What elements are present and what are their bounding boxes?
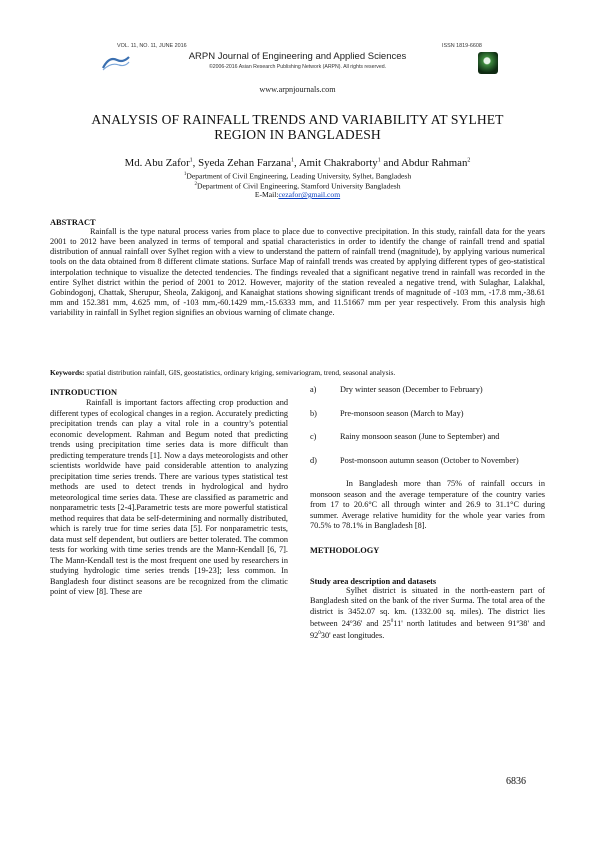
study-area-subheading: Study area description and datasets <box>310 576 437 586</box>
abstract-text: Rainfall is the type natural process varies from place to place due to convective precipitation. In this study, rainfall data for the years 2001 to 2012 have been analyzed in terms of temporal and spatial characteristics in order to identify the change of rainfall trend and spatial distribution of annual rainfall over Sylhet region with a view to understand the pattern of rainfall trend (magnitude), by applying various numerical tools on the data obtained from 8 different climate stations. Surface Map of rainfall trends was created by applying different types of geo-statistical interpolation technique to visualize the detected tendencies. The findings revealed that a significant negative trend in rainfall was recorded in the entire Sylhet district within the period of 2001 to 2012. However, majority of the station revealed a negative trend, with Sulaghar, Lalakhal, Gobindogonj, Chattak, Sherupur, Sheola, Zakigonj, and Kanaighat stations showing significant trends of magnitude of -103 mm, -17.8 mm,-38.61 mm and 152.381 mm, 4.625 mm, of -103 mm,-60.1429 mm,-15.6333 mm, and 11.51667 mm per year respectively. From this analysis high variability in rainfall in Sylhet region signifies an obvious warning of climate change. <box>50 227 545 318</box>
season-label: b) <box>310 408 317 418</box>
climate-paragraph: In Bangladesh more than 75% of rainfall occurs in monsoon season and the average temperature of the country varies from 17 to 20.6°C all through winter and 26.9 to 31.1°C during summer. Average relative humidity for the whole year varies from 70.5% to 78.1% in Bangladesh [8]. <box>310 479 545 530</box>
season-text: Dry winter season (December to February) <box>340 385 483 394</box>
season-text: Post-monsoon autumn season (October to November) <box>340 455 519 465</box>
keywords-label: Keywords: <box>50 368 85 377</box>
season-label: a) <box>310 385 317 394</box>
journal-website[interactable]: www.arpnjournals.com <box>259 85 336 94</box>
affiliation-text: Department of Civil Engineering, Leading University, Sylhet, Bangladesh <box>186 171 412 181</box>
season-item <box>310 385 545 395</box>
journal-name: ARPN Journal of Engineering and Applied Sciences <box>188 51 407 62</box>
author-affil-mark: 1 <box>291 157 295 164</box>
affiliation-text: Department of Civil Engineering, Stamford University Bangladesh <box>196 181 401 191</box>
study-area-text-part2: 11' north latitudes and between 91º38' and 92 <box>310 618 545 641</box>
season-item <box>310 456 545 466</box>
abstract-heading: ABSTRACT <box>50 218 96 227</box>
author-name: Abdur Rahman <box>401 157 468 169</box>
left-column <box>50 388 288 598</box>
affiliation-mark: 2 <box>194 182 197 187</box>
keywords-line <box>50 368 545 378</box>
paper-title <box>60 112 535 142</box>
author-affil-mark: 2 <box>467 157 471 164</box>
paper-title-line1: ANALYSIS OF RAINFALL TRENDS AND VARIABILITY AT SYLHET <box>91 112 504 127</box>
degree-mark: 0 <box>390 619 394 624</box>
study-area-text-part3: 30' east longitudes. <box>320 631 385 641</box>
page-number: 6836 <box>506 776 526 787</box>
methodology-heading: METHODOLOGY <box>310 545 380 555</box>
author-and: and <box>380 157 402 169</box>
keywords-text: spatial distribution rainfall, GIS, geostatistics, ordinary kriging, semivariogram, trend, seasonal analysis. <box>84 368 396 377</box>
season-label: c) <box>310 432 317 441</box>
author-affil-mark: 1 <box>377 157 381 164</box>
season-item <box>310 409 545 419</box>
author-name: Md. Abu Zafor <box>124 157 190 169</box>
email-link[interactable]: cezafor@gmail.com <box>278 190 341 199</box>
author-list <box>0 157 595 169</box>
author-separator: , <box>294 157 299 169</box>
study-area-text-part1: Sylhet district is situated in the north-eastern part of Bangladesh sited on the bank of the river Surma. The total area of the district is 3452.07 sq. km. (1332.00 sq. miles). The district lies between 24º36' and 25 <box>310 585 545 628</box>
author-name: Syeda Zehan Farzana <box>198 157 292 169</box>
degree-mark: 0 <box>318 631 321 637</box>
email-label: E-Mail: <box>254 190 279 199</box>
study-area-text <box>310 586 545 642</box>
author-name: Amit Chakraborty <box>298 157 378 169</box>
journal-seal-icon <box>478 52 498 74</box>
season-label: d) <box>310 455 317 465</box>
affiliation-mark: 1 <box>183 172 187 177</box>
season-text: Rainy monsoon season (June to September) and <box>340 432 500 441</box>
paper-title-line2: REGION IN BANGLADESH <box>214 127 381 142</box>
author-affil-mark: 1 <box>189 157 193 164</box>
right-column <box>310 385 545 642</box>
season-item <box>310 432 545 442</box>
copyright-line: ©2006-2016 Asian Research Publishing Network (ARPN). All rights reserved. <box>208 64 387 70</box>
volume-line: VOL. 11, NO. 11, JUNE 2016 <box>117 43 187 49</box>
season-text: Pre-monsoon season (March to May) <box>340 408 464 418</box>
issn-line: ISSN 1819-6608 <box>442 43 482 49</box>
author-separator: , <box>192 157 199 169</box>
introduction-heading: INTRODUCTION <box>50 388 118 397</box>
introduction-text: Rainfall is important factors affecting crop production and different types of ecological changes in a region. Accurately predicting precipitation trends can play a vital role in a country’s potential economic development. Rahman and Begum noted that predicting trends using precipitation time series data is more difficult than predicting temperature trends [1]. Now a days meteorologists and other scientists worldwide have paid considerable attention to analyzing precipitation time series trends. There are various types statistical test methods are used to detect trends in hydrological and hydro meteorological time series data. These are classified as parametric and nonparametric tests [2-4].Parametric tests are more powerful statistical method requires that data be self-determining and normally distributed, which is rarely true for time series data [5]. For nonparametric tests, data must self dependent, but outliers are better tolerated. The common tests for working with time series trends are the Mann-Kendall [6, 7]. The Mann-Kendall test is the most frequent one used by researchers in studying hydrologic time series trends [19-23]; less common. In Bangladesh four distinct seasons are be recognized from the climatic point of view [8]. These are <box>50 398 288 596</box>
email-line <box>0 190 595 200</box>
